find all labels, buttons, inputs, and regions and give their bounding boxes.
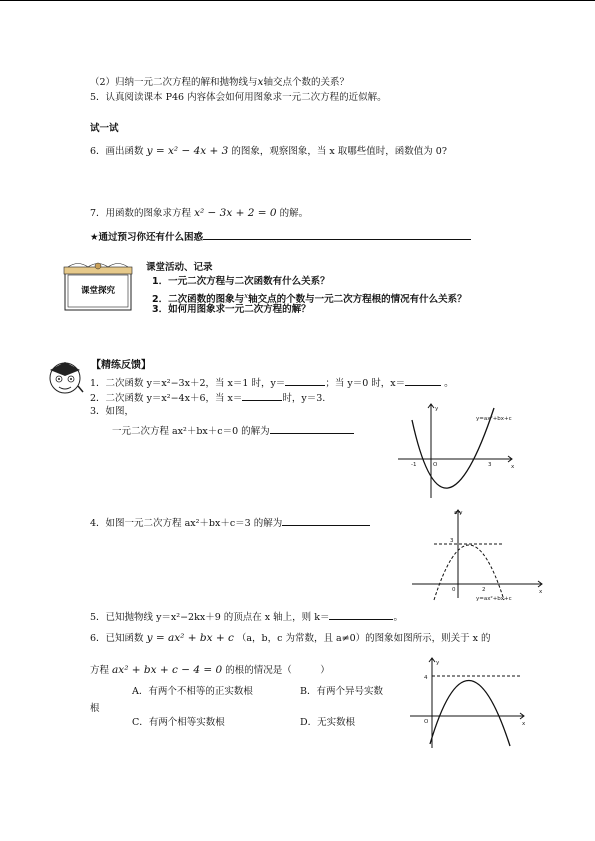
- f4-answer[interactable]: [282, 516, 370, 526]
- class-explore-banner: [58, 262, 138, 314]
- question-7: 7．用函数的图象求方程 x² − 3x + 2 = 0 的解。: [90, 207, 309, 219]
- g2-two-label: 2: [482, 587, 486, 593]
- g1-x-label: x: [511, 464, 515, 470]
- feedback-4: 4．如图一元二次方程 ax²＋bx＋c＝3 的解为: [90, 516, 370, 530]
- f5-answer[interactable]: [329, 610, 393, 620]
- feedback-3-eq: 一元二次方程 ax²＋bx＋c＝0 的解为: [112, 424, 354, 438]
- top-border: [0, 0, 595, 1]
- question-4-2: （2）归纳一元二次方程的解和抛物线与x轴交点个数的关系？: [90, 76, 349, 88]
- g2-x-label: x: [539, 589, 543, 595]
- f1-answer-y[interactable]: [285, 376, 325, 386]
- feedback-5: 5．已知抛物线 y＝x²−2kx＋9 的顶点在 x 轴上，则 k＝ 。: [90, 612, 403, 623]
- feedback-6: 6．已知函数 y = ax² + bx + c （a，b，c 为常数，且 a≠0）的图象如图所示，则关于 x 的: [90, 632, 491, 644]
- try-title: 试一试: [90, 123, 119, 134]
- activity-item-1: 1．一元二次方程与二次函数有什么关系？: [152, 276, 330, 287]
- graph-1: [398, 402, 516, 500]
- g3-parabola: [430, 680, 510, 746]
- activity-item-2: 2．二次函数的图象与$^x$轴交点的个数与一元二次方程根的情况有什么关系？: [152, 292, 467, 306]
- preview-question: ★通过预习你还有什么困惑: [90, 229, 471, 244]
- g2-origin-label: 0: [452, 587, 456, 593]
- f2-answer[interactable]: [242, 391, 282, 401]
- g3-four-label: 4: [424, 675, 428, 681]
- g2-top-label: a-y: [454, 510, 463, 516]
- option-b-continued: 根: [90, 703, 100, 714]
- option-d[interactable]: D．无实数根: [300, 717, 356, 728]
- feedback-1: 1．二次函数 y＝x²−3x＋2，当 x＝1 时，y＝ ；当 y＝0 时，x＝ 。: [90, 378, 454, 389]
- g3-origin-label: O: [424, 719, 429, 725]
- f1-answer-x[interactable]: [405, 376, 441, 386]
- student-cartoon-icon: [45, 356, 85, 396]
- option-b[interactable]: B．有两个异号实数: [300, 686, 383, 697]
- g2-eq-label: y=ax²+bx+c: [476, 596, 512, 602]
- feedback-6-equation: 方程 ax² + bx + c − 4 = 0 的根的情况是（ ）: [90, 664, 330, 676]
- g1-eq-label: y=ax²+bx+c: [476, 416, 512, 422]
- g1-y-label: y: [435, 406, 439, 412]
- f3-answer[interactable]: [270, 424, 354, 434]
- g2-parabola: [434, 545, 504, 600]
- option-a[interactable]: A．有两个不相等的正实数根: [132, 686, 253, 697]
- g1-neg1-label: -1: [411, 462, 417, 468]
- feedback-3: 3．如图，: [90, 406, 135, 417]
- question-6: 6．画出函数 y = x² − 4x + 3 的图象，观察图象，当 x 取哪些值时，函数值为 0?: [90, 145, 447, 157]
- feedback-2: 2．二次函数 y＝x²−4x＋6，当 x＝ 时，y＝3.: [90, 393, 326, 404]
- activity-item-3: 3．如何用图象求一元二次方程的解？: [152, 304, 311, 315]
- graph-2: [412, 508, 544, 602]
- g1-three-label: 3: [488, 462, 492, 468]
- banner-label: 课堂探究: [80, 286, 116, 296]
- g3-x-label: x: [522, 721, 526, 727]
- graph-3: [410, 656, 528, 750]
- class-activity-title: 课堂活动、记录: [146, 262, 213, 273]
- g1-origin-label: O: [433, 462, 438, 468]
- option-c[interactable]: C．有两个相等实数根: [132, 717, 225, 728]
- g2-three-label: 3: [450, 538, 454, 544]
- feedback-title: 【精练反馈】: [91, 360, 151, 371]
- preview-answer-line[interactable]: [203, 229, 471, 240]
- g3-y-label: y: [436, 660, 440, 666]
- question-5: 5．认真阅读课本 P46 内容体会如何用图象求一元二次方程的近似解。: [90, 92, 387, 103]
